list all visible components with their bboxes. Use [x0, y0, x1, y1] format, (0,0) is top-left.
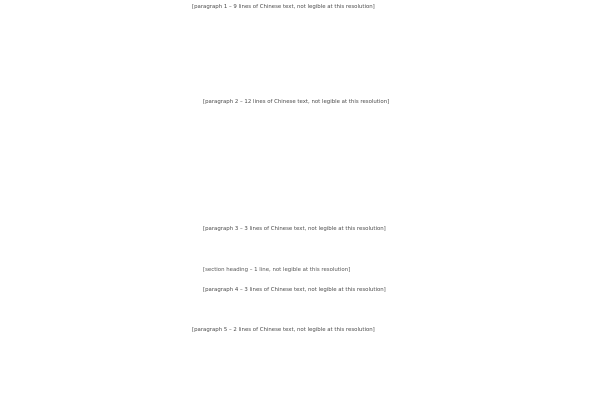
paragraph-3: [paragraph 3 – 3 lines of Chinese text, not legible at this resolution]: [203, 226, 386, 232]
paragraph-4: [paragraph 4 – 3 lines of Chinese text, not legible at this resolution]: [203, 287, 386, 293]
text-column: [192, 2, 416, 400]
section-heading: [section heading – 1 line, not legible at this resolution]: [203, 267, 351, 273]
paragraph-2: [paragraph 2 – 12 lines of Chinese text, not legible at this resolution]: [203, 99, 390, 105]
paragraph-5: [paragraph 5 – 2 lines of Chinese text, not legible at this resolution]: [192, 327, 375, 333]
paragraph-1: [paragraph 1 – 9 lines of Chinese text, not legible at this resolution]: [192, 4, 375, 10]
